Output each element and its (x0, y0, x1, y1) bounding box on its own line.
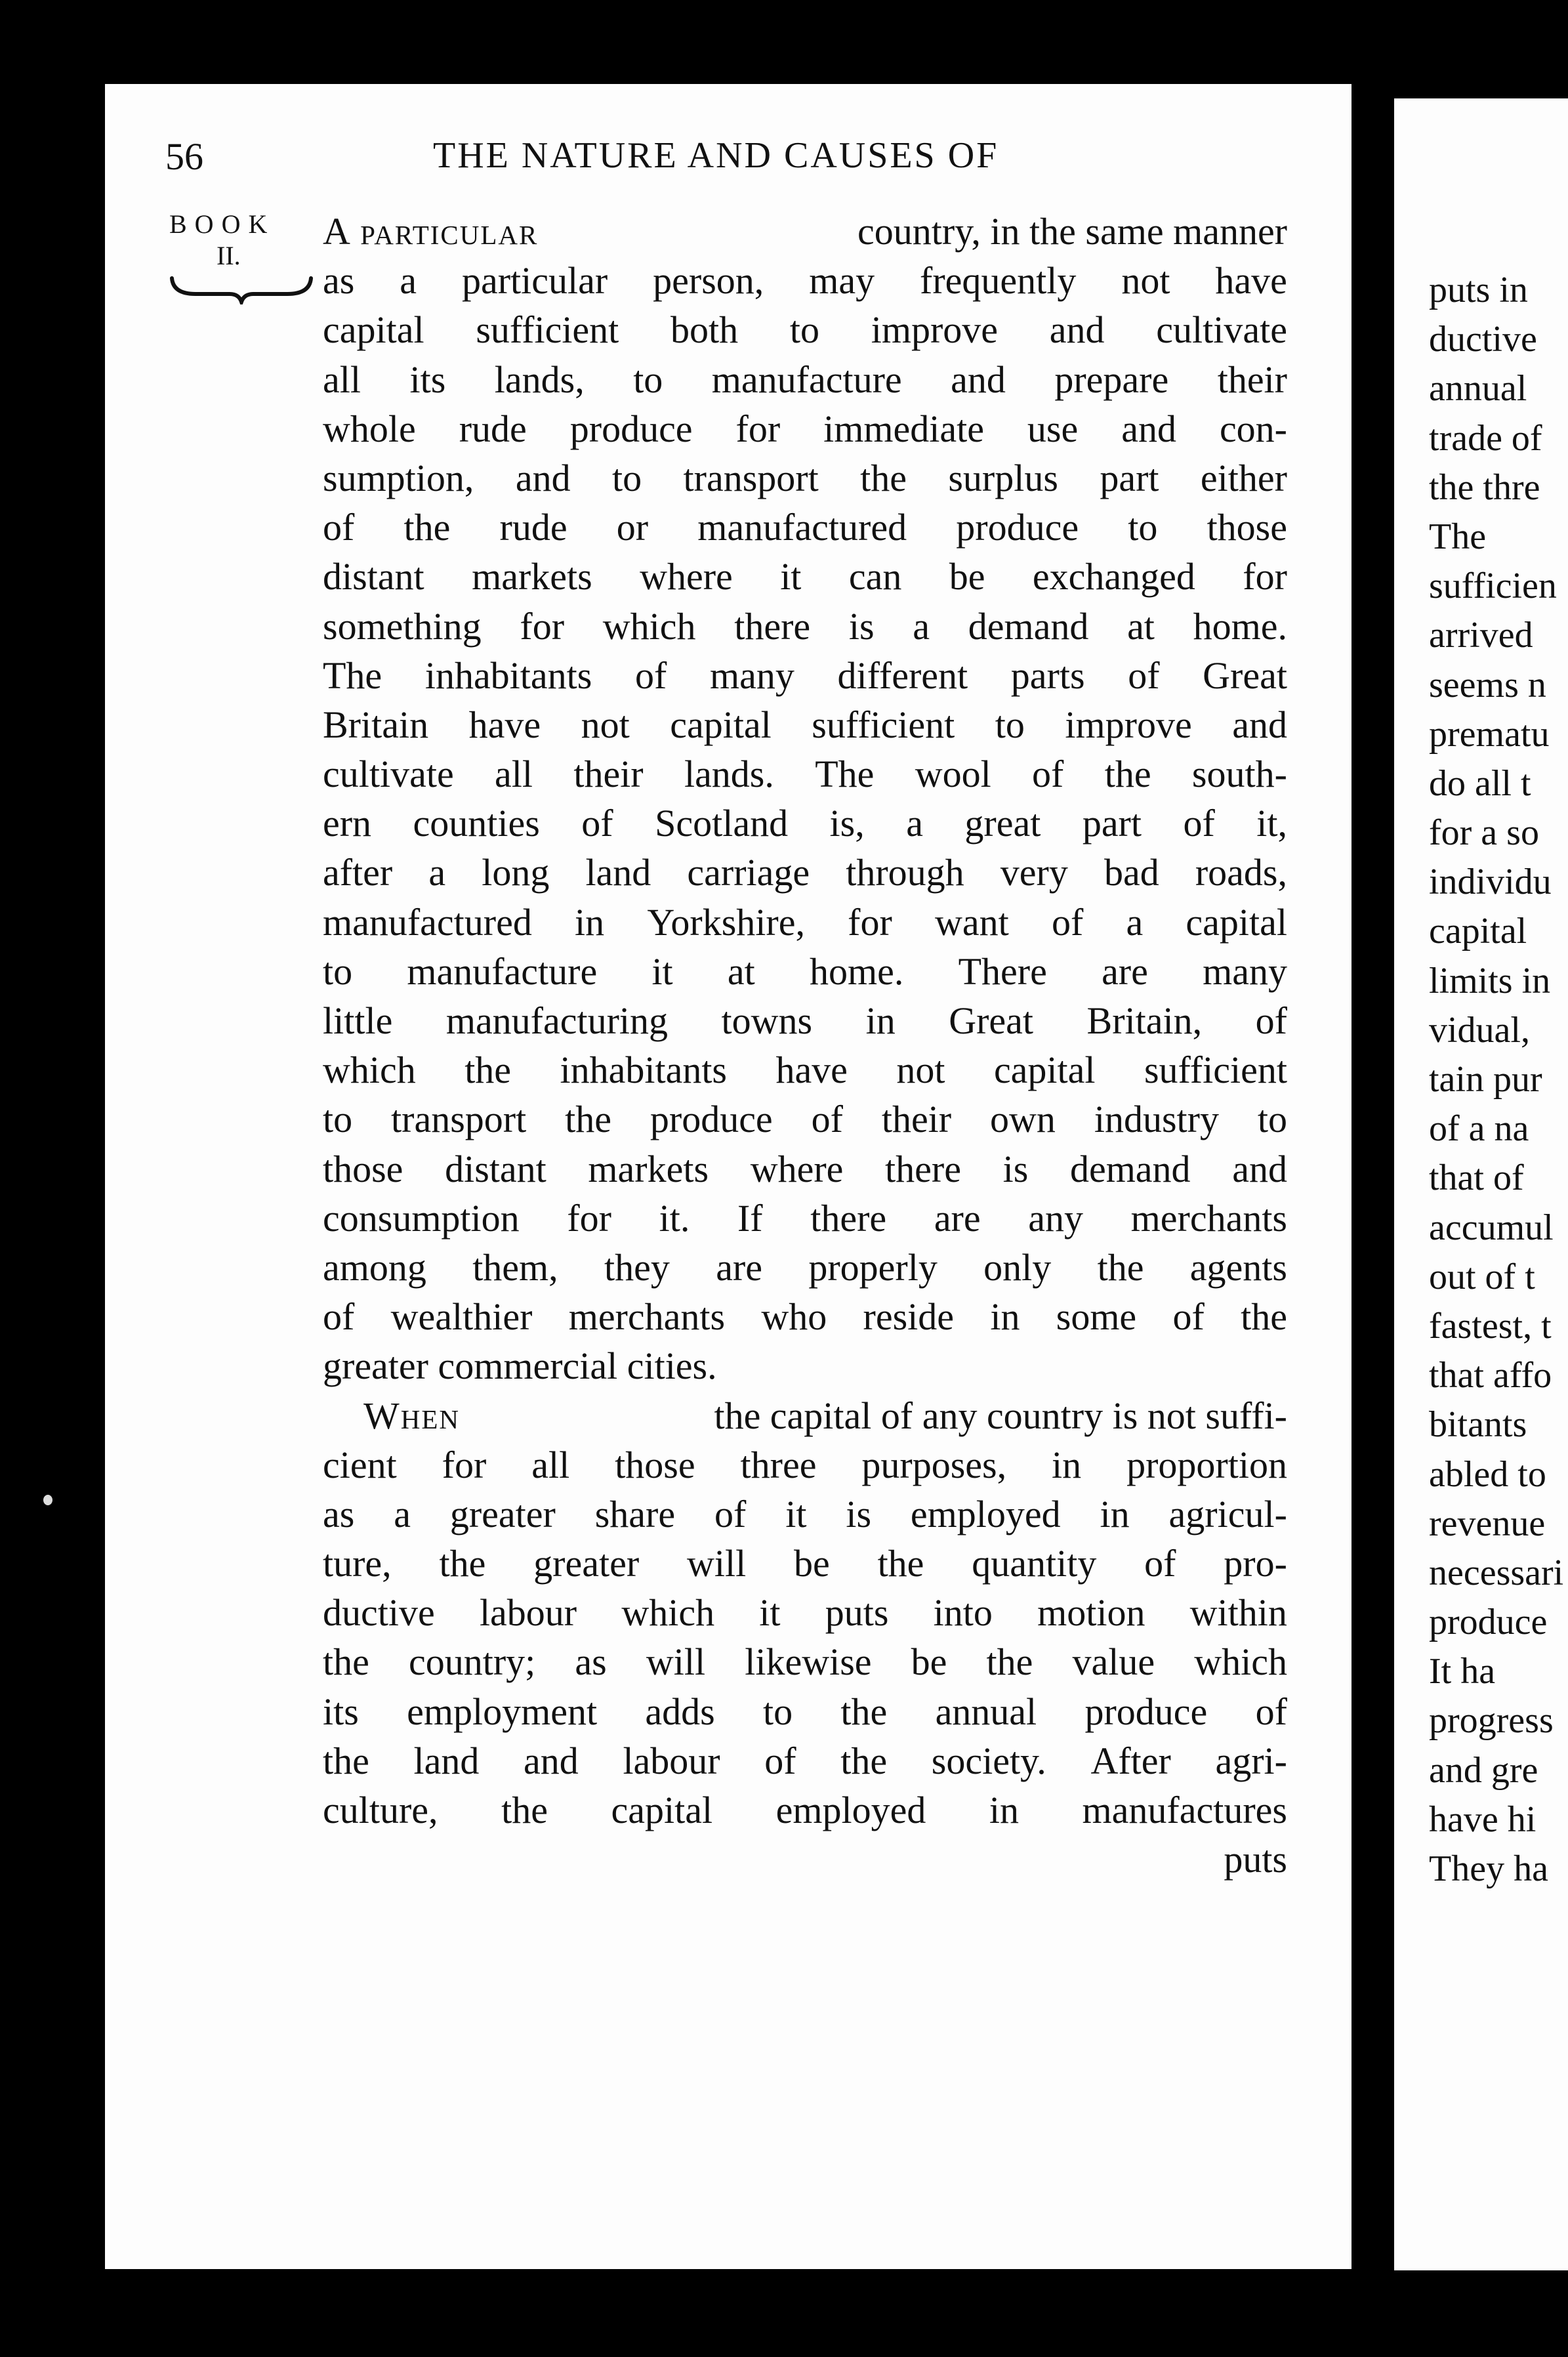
text-line (323, 848, 1287, 897)
small-caps-lead: When (363, 1394, 461, 1437)
right-page-line: of a na (1429, 1108, 1529, 1150)
right-page-line: annual (1429, 368, 1527, 409)
catchword (323, 1835, 1287, 1884)
right-page-line: puts in (1429, 270, 1528, 310)
right-page-line: the thre (1429, 467, 1540, 508)
right-page-line: trade of (1429, 417, 1542, 459)
line-text: whole rude produce for immediate use and con- (323, 407, 1287, 450)
right-page-line: for a so (1429, 812, 1539, 854)
small-caps-lead: A particular (323, 210, 539, 253)
right-page-line: vidual, (1429, 1009, 1530, 1051)
line-text: culture, the capital employed in manufactures (323, 1789, 1287, 1831)
text-line (323, 1440, 1287, 1490)
right-page-line: seems n (1429, 664, 1546, 705)
text-line (323, 1391, 1287, 1440)
right-page-line: necessari (1429, 1552, 1564, 1593)
right-page-line: limits in (1429, 960, 1551, 1001)
margin-note-volume: II. (217, 241, 241, 270)
line-text: ture, the greater will be the quantity of pro- (323, 1542, 1287, 1585)
line-text: ductive labour which it puts into motion within (323, 1591, 1287, 1635)
line-text: to transport the produce of their own industry to (323, 1098, 1287, 1141)
dust-speck (43, 1495, 52, 1505)
right-page-line: bitants (1429, 1404, 1527, 1446)
text-line (323, 1785, 1287, 1835)
right-page-line: progress (1429, 1700, 1554, 1742)
text-line (323, 996, 1287, 1045)
text-line (323, 256, 1287, 305)
right-page-line: The (1429, 516, 1487, 557)
right-page-line: They ha (1429, 1848, 1548, 1889)
line-text: to manufacture it at home. There are many (323, 949, 1287, 993)
line-text: The inhabitants of many different parts of Great (323, 654, 1287, 697)
line-text: something for which there is a demand at home. (323, 604, 1287, 648)
line-text: of the rude or manufactured produce to those (323, 506, 1287, 549)
text-line (323, 1687, 1287, 1736)
margin-brace-icon (169, 274, 314, 304)
text-line (323, 1292, 1287, 1341)
line-text: after a long land carriage through very bad roads, (323, 851, 1287, 894)
right-page-line: tain pur (1429, 1059, 1542, 1100)
line-text: as a particular person, may frequently not have (323, 259, 1287, 302)
text-line (323, 1243, 1287, 1292)
right-page-line: capital (1429, 911, 1527, 952)
line-text: of wealthier merchants who reside in some of the (323, 1295, 1287, 1339)
right-page-line: individu (1429, 862, 1552, 903)
text-line (323, 1045, 1287, 1095)
text-line (323, 749, 1287, 799)
text-line (323, 305, 1287, 354)
right-page-line: produce (1429, 1602, 1548, 1643)
right-page-line: do all t (1429, 762, 1531, 804)
text-line (323, 503, 1287, 552)
line-text: which the inhabitants have not capital sufficient (323, 1049, 1287, 1092)
running-head: THE NATURE AND CAUSES OF (433, 135, 999, 176)
line-text: those distant markets where there is demand and (323, 1147, 1287, 1190)
right-page-line: out of t (1429, 1256, 1535, 1297)
right-page-line: arrived (1429, 615, 1533, 656)
right-page-line: accumul (1429, 1207, 1554, 1248)
text-line (323, 552, 1287, 601)
line-text: as a greater share of it is employed in agricul- (323, 1492, 1287, 1535)
line-text: among them, they are properly only the agents (323, 1245, 1287, 1289)
right-page-line: that of (1429, 1158, 1524, 1199)
line-text: ern counties of Scotland is, a great part of it, (323, 802, 1287, 845)
text-line (323, 1637, 1287, 1686)
text-line (323, 700, 1287, 749)
text-line (323, 355, 1287, 404)
page-number: 56 (165, 135, 203, 178)
right-page-line: fastest, t (1429, 1305, 1552, 1346)
line-text: the country; as will likewise be the value which (323, 1640, 1287, 1684)
text-line (323, 1490, 1287, 1539)
text-line (323, 207, 1287, 256)
right-page-line: ductive (1429, 319, 1537, 360)
text-line (323, 1194, 1287, 1243)
line-text: cient for all those three purposes, in proportion (323, 1443, 1287, 1486)
right-page-line: abled to (1429, 1453, 1546, 1495)
text-line (323, 602, 1287, 651)
right-page-line: It ha (1429, 1651, 1496, 1692)
right-page-text (1429, 266, 1563, 1894)
line-text: consumption for it. If there are any merchants (323, 1196, 1287, 1240)
right-page-line: sufficien (1429, 566, 1557, 607)
line-text: cultivate all their lands. The wool of the south- (323, 753, 1287, 796)
line-text: greater commercial cities. (323, 1345, 717, 1388)
line-text: its employment adds to the annual produce of (323, 1690, 1287, 1733)
body-text (323, 207, 1287, 1884)
text-line (323, 898, 1287, 947)
right-page-line: and gre (1429, 1749, 1538, 1791)
line-text: Britain have not capital sufficient to improve and (323, 703, 1287, 746)
right-page-line: that affo (1429, 1355, 1552, 1396)
line-text: little manufacturing towns in Great Britain, of (323, 999, 1287, 1042)
line-text: manufactured in Yorkshire, for want of a capital (323, 900, 1287, 944)
line-text: sumption, and to transport the surplus part either (323, 456, 1287, 499)
text-line (323, 947, 1287, 996)
text-line (323, 1144, 1287, 1194)
text-line (323, 453, 1287, 503)
line-text: the land and labour of the society. After agri- (323, 1739, 1287, 1782)
text-line (323, 1588, 1287, 1637)
line-text: capital sufficient both to improve and cultivate (323, 308, 1287, 352)
right-page-line: have hi (1429, 1799, 1537, 1840)
line-text: distant markets where it can be exchanged for (323, 555, 1287, 598)
right-page-line: revenue (1429, 1503, 1546, 1544)
right-page-line: prematu (1429, 713, 1550, 755)
text-line (323, 1341, 1287, 1390)
text-line (323, 1736, 1287, 1785)
text-line (323, 1539, 1287, 1588)
line-text: country, in the same manner (857, 210, 1287, 253)
text-line (323, 404, 1287, 453)
line-text: all its lands, to manufacture and prepare their (323, 358, 1287, 401)
text-line (323, 1095, 1287, 1144)
line-text: puts (1224, 1838, 1287, 1881)
margin-note-book: BOOK (169, 209, 276, 239)
line-text: the capital of any country is not suffi- (714, 1394, 1287, 1437)
text-line (323, 651, 1287, 700)
text-line (323, 799, 1287, 848)
